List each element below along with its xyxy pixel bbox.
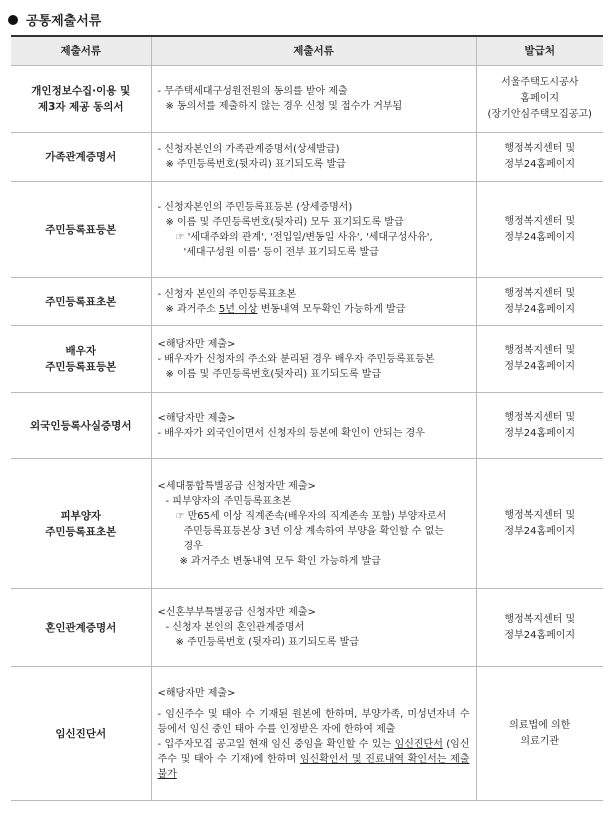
table-row [11,133,603,182]
document-details: - 무주택세대구성원전원의 동의를 받아 제출 ※ 동의서를 제출하지 않는 경우 신청 및 접수가 거부됨 [151,66,476,133]
document-issuer: 서울주택도시공사 홈페이지 (장기안심주택모집공고) [476,66,603,133]
table-row [11,66,603,133]
document-details: <신혼부부특별공급 신청자만 제출> - 신청자 본인의 혼인관계증명서 ※ 주민등록번호 (뒷자리) 표기되도록 발급 [151,589,476,667]
document-issuer: 행정복지센터 및 정부24홈페이지 [476,278,603,326]
table-row [11,667,603,801]
document-name: 임신진단서 [11,667,151,801]
document-details: - 신청자 본인의 주민등록표초본 ※ 과거주소 5년 이상 변동내역 모두확인 가능하게 발급 [151,278,476,326]
document-issuer: 행정복지센터 및 정부24홈페이지 [476,133,603,182]
header-issuer: 발급처 [476,36,603,66]
table-header-row [11,36,603,66]
document-issuer: 행정복지센터 및 정부24홈페이지 [476,393,603,459]
document-details: <해당자만 제출> - 임신주수 및 태아 수 기재된 원본에 한하며, 부양가족, 미성년자녀 수 등에서 임신 중인 태아 수를 인정받은 자에 한하여 제출 - 입주자모집 공고일 현재 임신 중임을 확인할 수 있는 임신진단서 (임신 주수 및 태아 수 기재)에 한하며 임신확인서 및 진료내역 확인서는 제출불가 [151,667,476,801]
document-details: <세대통합특별공급 신청자만 제출> - 피부양자의 주민등록표초본 ☞ 만65세 이상 직계존속(배우자의 직계존속 포함) 부양자로서 주민등록표등본상 3년 이상 계속하여 부양을 확인할 수 없는 경우 ※ 과거주소 변동내역 모두 확인 가능하게 발급 [151,459,476,589]
table-row [11,589,603,667]
document-name: 배우자 주민등록표등본 [11,326,151,393]
section-title-text: 공통제출서류 [26,14,102,29]
document-name: 개인정보수집·이용 및 제3자 제공 동의서 [11,66,151,133]
document-issuer: 행정복지센터 및 정부24홈페이지 [476,589,603,667]
table-row [11,393,603,459]
table-row [11,326,603,393]
document-name: 혼인관계증명서 [11,589,151,667]
document-details: - 신청자본인의 가족관계증명서(상세발급) ※ 주민등록번호(뒷자리) 표기되도록 발급 [151,133,476,182]
document-name: 가족관계증명서 [11,133,151,182]
document-details: - 신청자본인의 주민등록표등본 (상세증명서) ※ 이름 및 주민등록번호(뒷자리) 모두 표기되도록 발급 ☞ '세대주와의 관계', '전입일/변동일 사유', '세대구성사유', '세대구성원 이름' 등이 전부 표기되도록 발급 [151,182,476,278]
header-document: 제출서류 [11,36,151,66]
document-details: <해당자만 제출> - 배우자가 신청자의 주소와 분리된 경우 배우자 주민등록표등본 ※ 이름 및 주민등록번호(뒷자리) 표기되도록 발급 [151,326,476,393]
documents-table [11,35,603,801]
document-name: 피부양자 주민등록표초본 [11,459,151,589]
document-issuer: 행정복지센터 및 정부24홈페이지 [476,459,603,589]
document-issuer: 행정복지센터 및 정부24홈페이지 [476,326,603,393]
document-issuer: 의료법에 의한 의료기관 [476,667,603,801]
table-row [11,278,603,326]
document-name: 주민등록표초본 [11,278,151,326]
bullet-icon [8,15,18,25]
table-row [11,182,603,278]
table-row [11,459,603,589]
document-issuer: 행정복지센터 및 정부24홈페이지 [476,182,603,278]
document-name: 외국인등록사실증명서 [11,393,151,459]
section-title [8,10,101,29]
header-details: 제출서류 [151,36,476,66]
document-details: <해당자만 제출> - 배우자가 외국인이면서 신청자의 등본에 확인이 안되는 경우 [151,393,476,459]
document-name: 주민등록표등본 [11,182,151,278]
